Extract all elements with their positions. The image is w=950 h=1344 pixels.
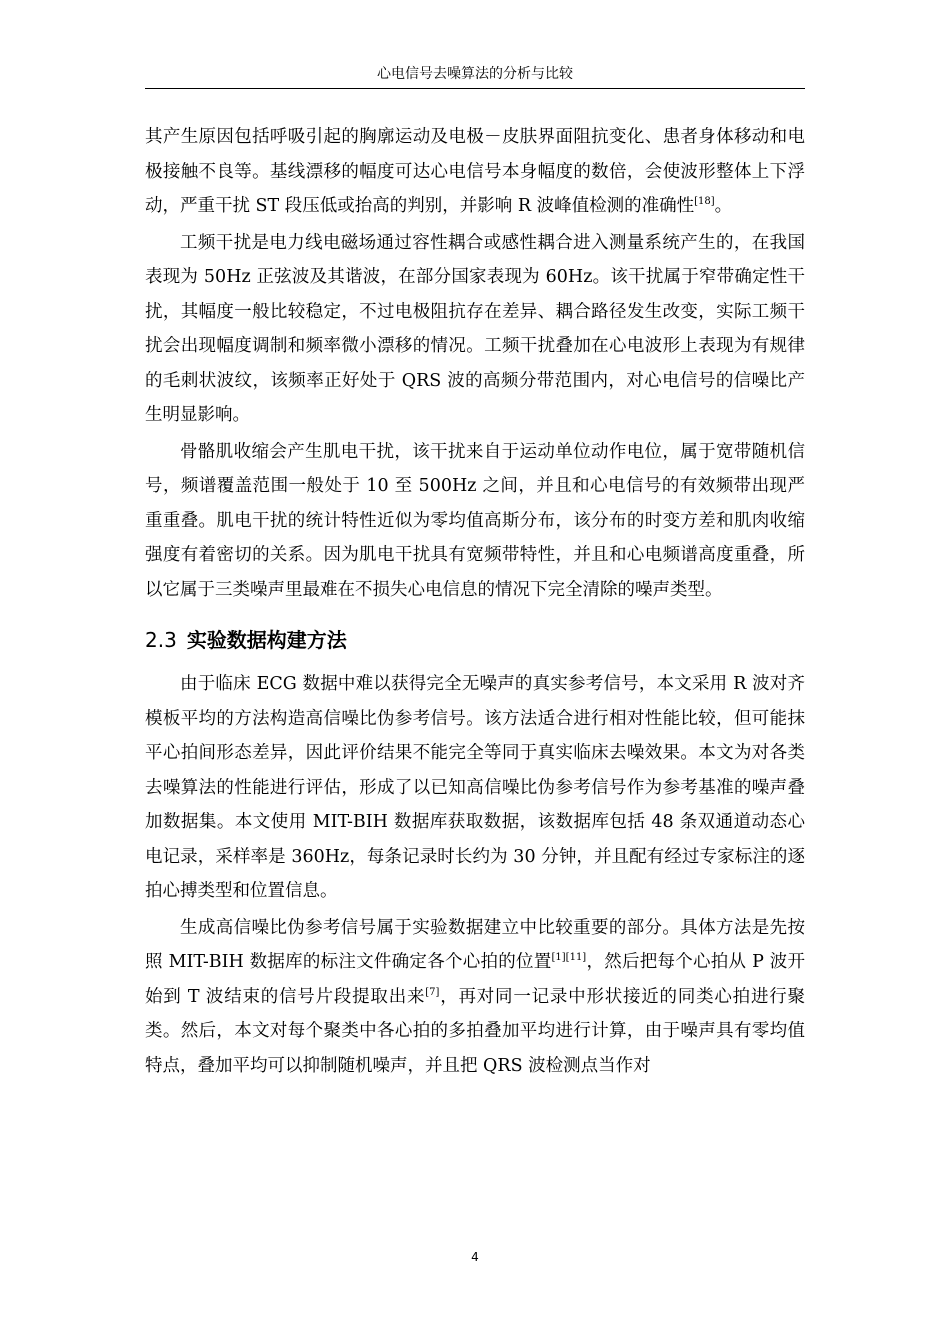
section-title: 实验数据构建方法 xyxy=(186,628,347,652)
paragraph-text: 其产生原因包括呼吸引起的胸廓运动及电极－皮肤界面阻抗变化、患者身体移动和电极接触不良等。基线漂移的幅度可达心电信号本身幅度的数倍，会使波形整体上下浮动，严重干扰 ST 段压低或抬高的判别，并影响 R 波峰值检测的准确性 xyxy=(145,127,805,216)
citation-ref: [18] xyxy=(694,196,715,207)
citation-ref-1: [1][11] xyxy=(551,952,587,963)
main-text xyxy=(145,120,805,1083)
paragraph-pseudo-reference xyxy=(145,911,805,1084)
citation-ref-2: [7] xyxy=(425,986,440,998)
paragraph-text-3: ，再对同一记录中形状接近的同类心拍进行聚类。然后，本文对每个聚类中各心拍的多拍叠加平均进行计算，由于噪声具有零均值特点，叠加平均可以抑制随机噪声，并且把 QRS 波检测点当作对 xyxy=(145,986,806,1076)
section-heading xyxy=(145,625,805,655)
paragraph-dataset-construction: 由于临床 ECG 数据中难以获得完全无噪声的真实参考信号，本文采用 R 波对齐模板平均的方法构造高信噪比伪参考信号。该方法适合进行相对性能比较，但可能抹平心拍间形态差异，因此评价结果不能完全等同于真实临床去噪效果。本文为对各类去噪算法的性能进行评估，形成了以已知高信噪比伪参考信号作为参考基准的噪声叠加数据集。本文使用 MIT-BIH 数据库获取数据，该数据库包括 48 条双通道动态心电记录，采样率是 360Hz，每条记录时长约为 30 分钟，并且配有经过专家标注的逐拍心搏类型和位置信息。 xyxy=(145,674,805,901)
paragraph-text-1: 生成高信噪比伪参考信号属于实验数据建立中比较重要的部分。具体方法是先按照 MIT-BIH 数据库的标注文件确定各个心拍的位置 xyxy=(145,917,805,972)
paragraph-baseline-drift xyxy=(145,120,805,224)
paragraph-text-2: ，然后把每个心拍从 P 波开始到 T 波结束的信号片段提取出来 xyxy=(145,952,805,1007)
paragraph-tail: 。 xyxy=(714,196,733,216)
header-rule xyxy=(145,88,805,89)
page-number: 4 xyxy=(471,1250,479,1264)
paragraph-emg-interference: 骨骼肌收缩会产生肌电干扰，该干扰来自于运动单位动作电位，属于宽带随机信号，频谱覆盖范围一般处于 10 至 500Hz 之间，并且和心电信号的有效频带出现严重重叠。肌电干扰的统计特性近似为零均值高斯分布，该分布的时变方差和肌肉收缩强度有着密切的关系。因为肌电干扰具有宽频带特性，并且和心电频谱高度重叠，所以它属于三类噪声里最难在不损失心电信息的情况下完全清除的噪声类型。 xyxy=(145,441,805,600)
section-number: 2.3 xyxy=(145,628,177,652)
paragraph-powerline-interference: 工频干扰是电力线电磁场通过容性耦合或感性耦合进入测量系统产生的，在我国表现为 50Hz 正弦波及其谐波，在部分国家表现为 60Hz。该干扰属于窄带确定性干扰，其幅度一般比较稳定，不过电极阻抗存在差异、耦合路径发生改变，实际工频干扰会出现幅度调制和频率微小漂移的情况。工频干扰叠加在心电波形上表现为有规律的毛刺状波纹，该频率正好处于 QRS 波的高频分带范围内，对心电信号的信噪比产生明显影响。 xyxy=(145,232,805,425)
running-head: 心电信号去噪算法的分析与比较 xyxy=(377,66,573,82)
